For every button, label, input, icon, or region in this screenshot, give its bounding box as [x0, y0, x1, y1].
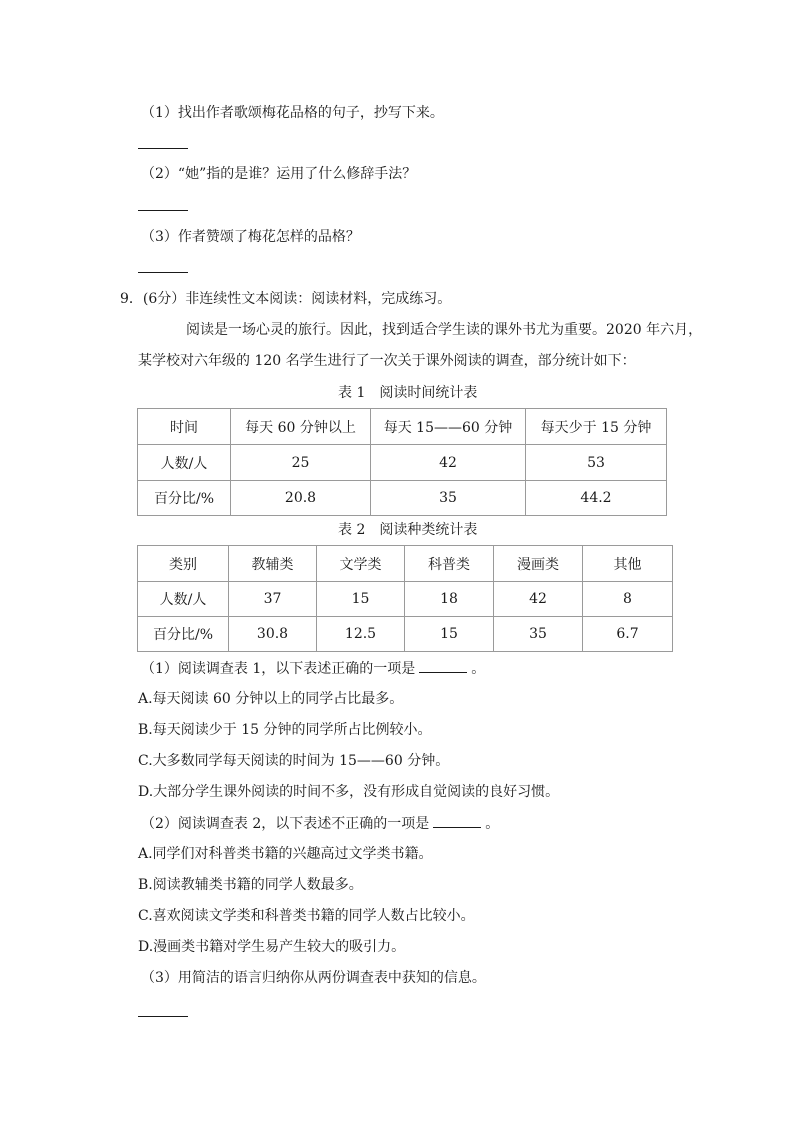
t1-cell: 35 [371, 481, 526, 516]
t2-header-cell: 漫画类 [494, 546, 583, 582]
t2-header-cell: 类别 [138, 546, 229, 582]
t2-row-label: 百分比/% [138, 617, 229, 652]
q9-sub2-option-d: D.漫画类书籍对学生易产生较大的吸引力。 [138, 939, 406, 955]
q8-sub1-answer-blank[interactable] [138, 148, 188, 149]
q9-sub1-option-b: B.每天阅读少于 15 分钟的同学所占比例较小。 [138, 722, 432, 738]
t2-cell: 8 [583, 582, 673, 617]
q9-sub1-option-d: D.大部分学生课外阅读的时间不多，没有形成自觉阅读的良好习惯。 [138, 784, 560, 800]
q8-sub3-answer-blank[interactable] [138, 272, 188, 273]
t2-header-cell: 文学类 [317, 546, 405, 582]
t2-cell: 37 [229, 582, 317, 617]
t1-cell: 25 [231, 445, 371, 481]
q9-sub2-answer-blank[interactable] [433, 813, 481, 828]
q9-intro-line1: 阅读是一场心灵的旅行。因此，找到适合学生读的课外书尤为重要。2020 年六月， [186, 322, 703, 338]
t1-row-label: 百分比/% [138, 481, 231, 516]
t1-cell: 44.2 [526, 481, 667, 516]
t1-cell: 20.8 [231, 481, 371, 516]
t2-cell: 15 [405, 617, 494, 652]
t1-header-cell: 每天 60 分钟以上 [231, 409, 371, 445]
t2-cell: 15 [317, 582, 405, 617]
q8-sub2-text: （2）“她”指的是谁？运用了什么修辞手法？ [141, 166, 417, 182]
q9-sub2-stem-text: （2）阅读调查表 2，以下表述不正确的一项是 [141, 816, 430, 832]
reading-category-table [137, 545, 673, 652]
q9-sub1-option-c: C.大多数同学每天阅读的时间为 15——60 分钟。 [138, 753, 450, 769]
t2-cell: 42 [494, 582, 583, 617]
q9-sub3-text: （3）用简洁的语言归纳你从两份调查表中获知的信息。 [141, 970, 486, 986]
t1-cell: 53 [526, 445, 667, 481]
q9-sub1-stem-end: 。 [471, 661, 486, 677]
q9-sub1-option-a: A.每天阅读 60 分钟以上的同学占比最多。 [138, 691, 404, 707]
q9-sub2-option-c: C.喜欢阅读文学类和科普类书籍的同学人数占比较小。 [138, 908, 475, 924]
q9-sub3-answer-blank[interactable] [138, 1016, 188, 1017]
q9-sub2-stem-end: 。 [485, 816, 500, 832]
q9-intro-line2: 某学校对六年级的 120 名学生进行了一次关于课外阅读的调查，部分统计如下： [138, 353, 636, 369]
t2-cell: 6.7 [583, 617, 673, 652]
t1-header-cell: 每天少于 15 分钟 [526, 409, 667, 445]
t2-header-cell: 科普类 [405, 546, 494, 582]
table1-caption: 表 1 阅读时间统计表 [338, 385, 478, 401]
q8-sub1-text: （1）找出作者歌颂梅花品格的句子，抄写下来。 [141, 105, 444, 121]
q8-sub2-answer-blank[interactable] [138, 210, 188, 211]
q9-heading: 9．(6分）非连续性文本阅读：阅读材料，完成练习。 [120, 291, 452, 307]
q9-sub2-stem [141, 813, 499, 834]
t2-cell: 12.5 [317, 617, 405, 652]
t1-header-cell: 每天 15——60 分钟 [371, 409, 526, 445]
q9-sub1-stem [141, 658, 485, 679]
t2-header-cell: 教辅类 [229, 546, 317, 582]
t2-cell: 30.8 [229, 617, 317, 652]
q9-sub1-stem-text: （1）阅读调查表 1，以下表述正确的一项是 [141, 661, 416, 677]
reading-time-table [137, 408, 667, 516]
t2-header-cell: 其他 [583, 546, 673, 582]
t2-cell: 18 [405, 582, 494, 617]
table2-caption: 表 2 阅读种类统计表 [338, 522, 478, 538]
q9-sub2-option-b: B.阅读教辅类书籍的同学人数最多。 [138, 877, 363, 893]
q8-sub3-text: （3）作者赞颂了梅花怎样的品格？ [141, 229, 360, 245]
t2-row-label: 人数/人 [138, 582, 229, 617]
t1-cell: 42 [371, 445, 526, 481]
q9-sub1-answer-blank[interactable] [419, 658, 467, 673]
t1-header-cell: 时间 [138, 409, 231, 445]
q9-sub2-option-a: A.同学们对科普类书籍的兴趣高过文学类书籍。 [138, 846, 433, 862]
t2-cell: 35 [494, 617, 583, 652]
t1-row-label: 人数/人 [138, 445, 231, 481]
